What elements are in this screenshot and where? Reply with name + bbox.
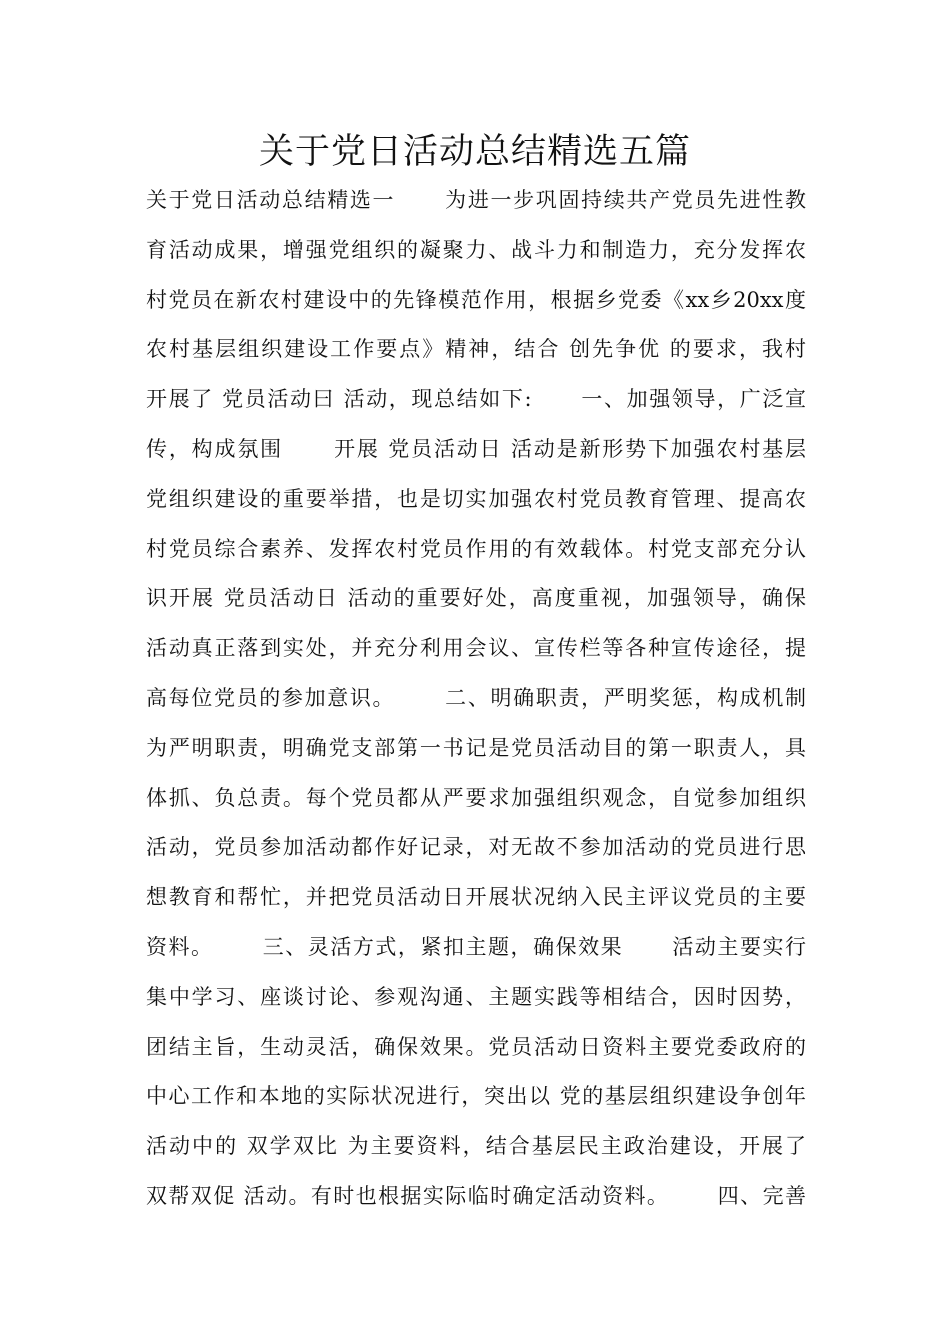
body-line: 识开展 党员活动日 活动的重要好处，高度重视，加强领导，确保 bbox=[146, 586, 806, 611]
body-line: 传，构成氛围 开展 党员活动日 活动是新形势下加强农村基层 bbox=[146, 436, 806, 461]
body-line: 为严明职责，明确党支部第一书记是党员活动目的第一职责人，具 bbox=[146, 735, 806, 760]
body-line: 资料。 三、灵活方式，紧扣主题，确保效果 活动主要实行 bbox=[146, 934, 806, 959]
body-line: 集中学习、座谈讨论、参观沟通、主题实践等相结合，因时因势， bbox=[146, 984, 806, 1009]
body-line: 高每位党员的参加意识。 二、明确职责，严明奖惩，构成机制 bbox=[146, 685, 806, 710]
body-line: 体抓、负总责。每个党员都从严要求加强组织观念，自觉参加组织 bbox=[146, 785, 806, 810]
body-line: 党组织建设的重要举措，也是切实加强农村党员教育管理、提高农 bbox=[146, 486, 806, 511]
document-title: 关于党日活动总结精选五篇 bbox=[258, 132, 691, 172]
body-line: 活动真正落到实处，并充分利用会议、宣传栏等各种宣传途径，提 bbox=[146, 636, 806, 661]
body-line: 村党员综合素养、发挥农村党员作用的有效载体。村党支部充分认 bbox=[146, 536, 806, 561]
body-line: 活动，党员参加活动都作好记录，对无故不参加活动的党员进行思 bbox=[146, 835, 806, 860]
document-body bbox=[146, 176, 806, 1222]
body-line: 想教育和帮忙，并把党员活动日开展状况纳入民主评议党员的主要 bbox=[146, 885, 806, 910]
body-line: 关于党日活动总结精选一 为进一步巩固持续共产党员先进性教 bbox=[146, 188, 806, 212]
body-line: 村党员在新农村建设中的先锋模范作用，根据乡党委《xx乡20xx度 bbox=[146, 287, 806, 312]
body-line: 育活动成果，增强党组织的凝聚力、战斗力和制造力，充分发挥农 bbox=[146, 237, 806, 262]
body-line: 双帮双促 活动。有时也根据实际临时确定活动资料。 四、完善 bbox=[146, 1183, 806, 1208]
body-line: 中心工作和本地的实际状况进行，突出以 党的基层组织建设争创年 bbox=[146, 1084, 806, 1109]
body-line: 农村基层组织建设工作要点》精神，结合 创先争优 的要求，我村 bbox=[146, 337, 806, 362]
body-line: 团结主旨，生动灵活，确保效果。党员活动日资料主要党委政府的 bbox=[146, 1034, 806, 1059]
body-line: 开展了 党员活动曰 活动，现总结如下: 一、加强领导，广泛宣 bbox=[146, 387, 806, 412]
body-line: 活动中的 双学双比 为主要资料，结合基层民主政治建设，开展了 bbox=[146, 1134, 806, 1159]
